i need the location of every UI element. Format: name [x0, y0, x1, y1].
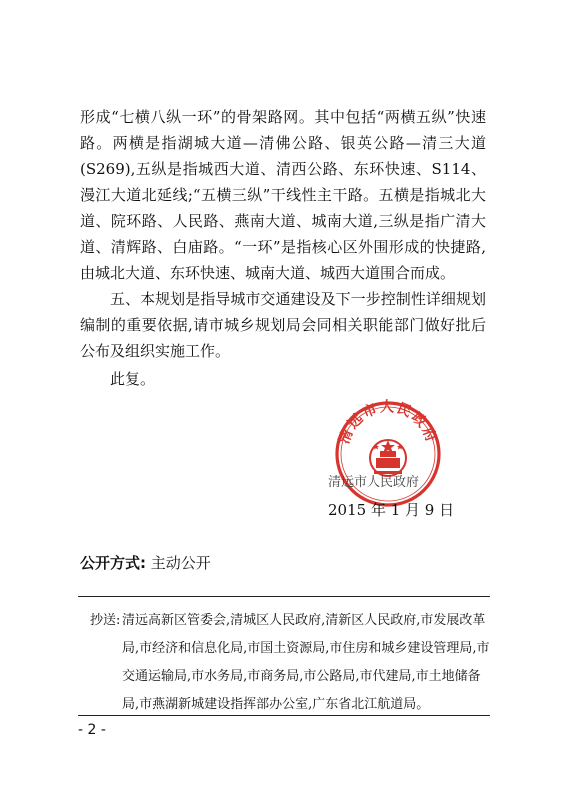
- cc-section: [90, 607, 490, 719]
- cc-label: 抄送:: [90, 613, 121, 628]
- paragraph-text: 形成“七横八纵一环”的骨架路网。其中包括“两横五纵”快速路。两横是指湖城大道—清佛公路、银英公路—清三大道(S269),五纵是指城西大道、清西公路、东环快速、S114、漫江大道北延线;“五横三纵”干线性主干路。五横是指城北大道、院环路、人民路、燕南大道、城南大道,三纵是指广清大道、清辉路、白庙路。“一环”是指核心区外围形成的快捷路,由城北大道、东环快速、城南大道、城西大道围合而成。: [80, 108, 486, 282]
- paragraph-text: 五、本规划是指导城市交通建设及下一步控制性详细规划编制的重要依据,请市城乡规划局会同相关职能部门做好批后公布及组织实施工作。: [80, 290, 486, 360]
- body-paragraph-implementation: [80, 286, 486, 364]
- official-seal: [332, 398, 444, 510]
- svg-text:清远市人民政府: 清远市人民政府: [336, 399, 440, 447]
- body-paragraph-road-network: [80, 104, 486, 286]
- divider-bottom: [78, 715, 490, 716]
- disclosure-line: [80, 553, 211, 573]
- cc-recipients: 清远高新区管委会,清城区人民政府,清新区人民政府,市发展改革局,市经济和信息化局,市国土资源局,市住房和城乡建设管理局,市交通运输局,市水务局,市商务局,市公路局,市代建局,市土地储备局,市燕湖新城建设指挥部办公室,广东省北江航道局。: [122, 613, 490, 712]
- disclosure-value: 主动公开: [150, 554, 211, 572]
- divider-top: [78, 596, 490, 597]
- disclosure-label: 公开方式:: [80, 554, 146, 572]
- body-paragraph-closing: [80, 366, 486, 392]
- paragraph-text: 此复。: [110, 370, 156, 388]
- issuer-name: 清远市人民政府: [328, 475, 420, 490]
- issue-date: 2015 年 1 月 9 日: [328, 501, 455, 519]
- page-number: - 2 -: [78, 722, 106, 738]
